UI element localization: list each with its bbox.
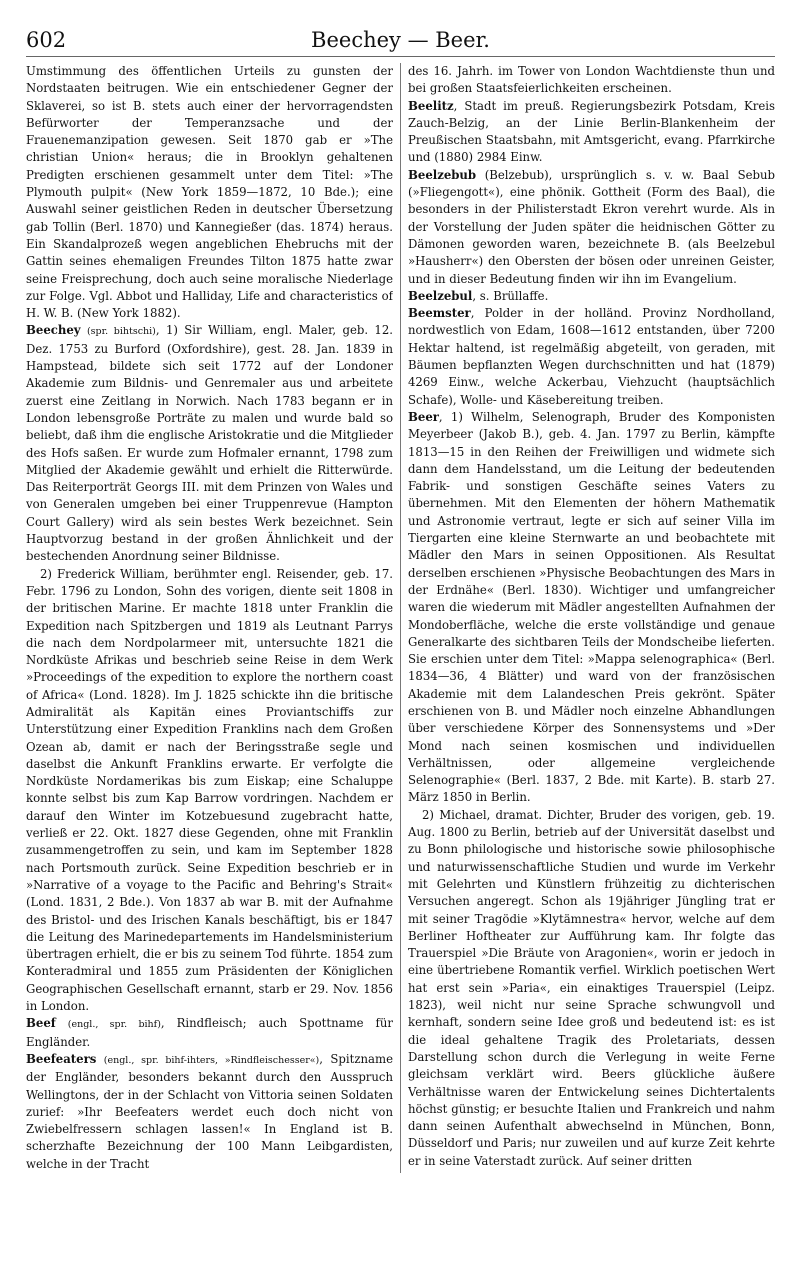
entry-text: , Polder in der holländ. Provinz Nordholland, nordwestlich von Edam, 1608—1612 entstanden, über 7200 Hektar haltend, ist regelmäßig abgeteilt, von geraden, mit Bäumen bepflanzten Wegen durchschnitten und hat (1879) 4269 Einw., welche Ackerbau, Viehzucht (hauptsächlich Schafe), Wolle- und Käsebereitung treiben. xyxy=(408,306,775,407)
dictionary-entry xyxy=(26,322,393,565)
entry-text: , 1) Wilhelm, Selenograph, Bruder des Komponisten Meyerbeer (Jakob B.), geb. 4. Jan. 1797 zu Berlin, kämpfte 1813—15 in den Reihen der Freiwilligen und widmete sich dann dem Handelsstand, um die Leitung der bedeutenden Fabrik- und sonstigen Geschäfte seines Vaters zu übernehmen. Mit den Elementen der höhern Mathematik und Astronomie vertraut, legte er sich auf seiner Villa im Tiergarten eine kleine Sternwarte an und beobachtete mit Mädler den Mars in seinen Oppositionen. Als Resultat derselben erschienen »Physische Beobachtungen des Mars in der Erdnähe« (Berl. 1830). Wichtiger und umfangreicher waren die wiederum mit Mädler angestellten Aufnahmen der Mondoberfläche, welche die erste vollständige und genaue Generalkarte des sichtbaren Teils der Mondscheibe lieferten. Sie erschien unter dem Titel: »Mappa selenographica« (Berl. 1834—36, 4 Blätter) und ward von der französischen Akademie mit dem Lalandeschen Preis gekrönt. Später erschienen von B. und Mädler noch einzelne Abhandlungen über verschiedene Körper des Sonnensystems und »Der Mond nach seinen kosmischen und individuellen Verhältnissen, oder allgemeine vergleichende Selenographie« (Berl. 1837, 2 Bde. mit Karte). B. starb 27. März 1850 in Berlin. xyxy=(408,409,775,805)
left-column xyxy=(26,63,393,1173)
entry-headword: Beef xyxy=(26,1016,56,1031)
running-head: Beechey — Beer. xyxy=(311,28,490,52)
entry-pronunciation: (engl., spr. bihf-ihters, »Rindfleischesser«) xyxy=(103,1054,320,1066)
dictionary-entry xyxy=(408,167,775,288)
entry-pronunciation: (spr. bihtschi) xyxy=(86,326,156,338)
entry-text: 2) Michael, dramat. Dichter, Bruder des vorigen, geb. 19. Aug. 1800 zu Berlin, betrieb auf der Universität daselbst und zu Bonn philologische und historische sowie philosophische und naturwissenschaftliche Studien und wurde im Verkehr mit Gelehrten und Künstlern frühzeitig zu dichterischen Versuchen angeregt. Schon als 19jähriger Jüngling trat er mit seiner Tragödie »Klytämnestra« hervor, welche auf dem Berliner Hoftheater zur Aufführung kam. Ihr folgte das Trauerspiel »Die Bräute von Aragonien«, worin er jedoch in eine übertriebene Romantik verfiel. Wirklich poetischen Wert hat erst sein »Paria«, ein einaktiges Trauerspiel (Leipz. 1823), weil nicht nur seine Sprache schwungvoll und kernhaft, sondern seine Idee groß und bedeutend ist: es ist die ideal gehaltene Tragik des Proletariats, dessen Darstellung schon durch die Verlegung in weite Ferne gleichsam verklärt wird. Beers glückliche äußere Verhältnisse waren der Entwickelung seines Dichtertalents höchst günstig; er besuchte Italien und Frankreich und nahm dann seinen Aufenthalt abwechselnd in München, Bonn, Düsseldorf und Paris; nur zuweilen und auf kurze Zeit kehrte er in seine Vaterstadt zurück. Auf seiner dritten xyxy=(408,807,775,1168)
column-divider xyxy=(400,63,401,1173)
entry-text: 2) Frederick William, berühmter engl. Reisender, geb. 17. Febr. 1796 zu London, Sohn des vorigen, diente seit 1808 in der britischen Marine. Er machte 1818 unter Franklin die Expedition nach Spitzbergen und 1819 als Leutnant Parrys die nach dem Nordpolarmeer mit, untersuchte 1821 die Nordküste Afrikas und beschrieb seine Reise in dem Werk »Proceedings of the expedition to explore the northern coast of Africa« (Lond. 1828). Im J. 1825 schickte ihn die britische Admiralität als Kapitän eines Proviantschiffs zur Unterstützung einer Expedition Franklins nach dem Großen Ozean ab, damit er nach der Beringsstraße segle und daselbst die Ankunft Franklins erwarte. Er verfolgte die Nordküste Nordamerikas bis zum Eiskap; eine Schaluppe konnte selbst bis zum Kap Barrow vordringen. Nachdem er darauf den Winter im Kotzebuesund zugebracht hatte, verließ er 22. Okt. 1827 diese Gegenden, ohne mit Franklin zusammengetroffen zu sein, und kam im September 1828 nach Portsmouth zurück. Seine Expedition beschrieb er in »Narrative of a voyage to the Pacific and Behring's Strait« (Lond. 1831, 2 Bde.). Von 1837 ab war B. mit der Aufnahme des Bristol- und des Irischen Kanals beschäftigt, bis er 1847 die Leitung des Marinedepartements im Handelsministerium übertragen erhielt, die er bis zu seinem Tod führte. 1854 zum Konteradmiral und 1855 zum Präsidenten der Königlichen Geographischen Gesellschaft ernannt, starb er 29. Nov. 1856 in London. xyxy=(26,566,393,1014)
entry-pronunciation: (engl., spr. bihf) xyxy=(67,1019,161,1031)
dictionary-entry xyxy=(408,305,775,409)
entry-text: Umstimmung des öffentlichen Urteils zu gunsten der Nordstaaten beitrugen. Wie ein entschiedener Gegner der Sklaverei, so ist B. stets auch einer der hervorragendsten Befürworter der Temperanzsache und der Frauenemanzipation gewesen. Seit 1870 gab er »The christian Union« heraus; die in Brooklyn gehaltenen Predigten erschienen gesammelt unter dem Titel: »The Plymouth pulpit« (New York 1859—1872, 10 Bde.); eine Auswahl seiner geistlichen Reden in deutscher Übersetzung gab Tollin (Berl. 1870) und Kannegießer (das. 1874) heraus. Ein Skandalprozeß wegen angeblichen Ehebruchs mit der Gattin seines ehemaligen Freundes Tilton 1875 hatte zwar seine Freisprechung, doch auch seine moralische Niederlage zur Folge. Vgl. Abbot und Halliday, Life and characteristics of H. W. B. (New York 1882). xyxy=(26,64,393,321)
entry-headword: Beefeaters xyxy=(26,1051,97,1066)
entry-text: , 1) Sir William, engl. Maler, geb. 12. Dez. 1753 zu Burford (Oxfordshire), gest. 28. Jan. 1839 in Hampstead, bildete sich seit 1772 auf der Londoner Akademie zum Bildnis- und Genremaler aus und arbeitete zuerst eine Zeitlang in Norwich. Nach 1783 begann er in London lebensgroße Porträte zu malen und wurde bald so beliebt, daß ihm die englische Aristokratie und die Mitglieder des Hofs saßen. Er wurde zum Hofmaler ernannt, 1798 zum Mitglied der Akademie gewählt und erhielt die Ritterwürde. Das Reiterporträt Georgs III. mit dem Prinzen von Wales und von Generalen umgeben bei einer Truppenrevue (Hampton Court Gallery) wird als sein bestes Werk bezeichnet. Sein Hauptvorzug bestand in der großen Ähnlichkeit und der bestechenden Anordnung seiner Bildnisse. xyxy=(26,323,393,564)
entry-text: , Rindfleisch; auch Spottname für Engländer. xyxy=(26,1016,393,1049)
right-column xyxy=(408,63,775,1173)
dictionary-entry xyxy=(408,409,775,807)
entry-paragraph xyxy=(408,807,775,1170)
entry-text: (Belzebub), ursprünglich s. v. w. Baal Sebub (»Fliegengott«), eine phönik. Gottheit (Form des Baal), die besonders in der Philisterstadt Ekron verehrt wurde. Als in der Vorstellung der Juden später die heidnischen Götter zu Dämonen geworden waren, bezeichnete B. (als Beelzebul »Hausherr«) den Obersten der bösen oder unreinen Geister, und in dieser Bedeutung finden wir ihn im Evangelium. xyxy=(408,167,775,286)
entry-text: des 16. Jahrh. im Tower von London Wachtdienste thun und bei großen Staatsfeierlichkeiten erscheinen. xyxy=(408,64,775,96)
page-header xyxy=(26,26,775,57)
entry-headword: Beelzebub xyxy=(408,167,477,182)
entry-headword: Beechey xyxy=(26,323,81,338)
entry-paragraph xyxy=(26,63,393,322)
dictionary-entry xyxy=(26,1051,393,1173)
entry-headword: Beer xyxy=(408,409,439,424)
entry-paragraph xyxy=(26,566,393,1016)
entry-text: , Spitzname der Engländer, besonders bekannt durch den Ausspruch Wellingtons, der in der Schlacht von Vittoria seinen Soldaten zurief: »Ihr Beefeaters werdet euch doch nicht von Zwiebelfressern schlagen lassen!« In England ist B. scherzhafte Bezeichnung der 100 Mann Leibgardisten, welche in der Tracht xyxy=(26,1051,393,1171)
entry-paragraph xyxy=(408,63,775,98)
dictionary-entry xyxy=(408,98,775,167)
text-columns xyxy=(26,63,775,1173)
entry-text: , s. Brüllaffe. xyxy=(472,288,549,303)
dictionary-entry xyxy=(26,1015,393,1051)
dictionary-entry xyxy=(408,288,775,305)
entry-text: , Stadt im preuß. Regierungsbezirk Potsdam, Kreis Zauch-Belzig, an der Linie Berlin-Blankenheim der Preußischen Staatsbahn, mit Amtsgericht, evang. Pfarrkirche und (1880) 2984 Einw. xyxy=(408,98,775,165)
page-number: 602 xyxy=(26,28,67,52)
entry-headword: Beemster xyxy=(408,306,471,321)
entry-headword: Beelitz xyxy=(408,98,454,113)
entry-headword: Beelzebul xyxy=(408,288,473,303)
